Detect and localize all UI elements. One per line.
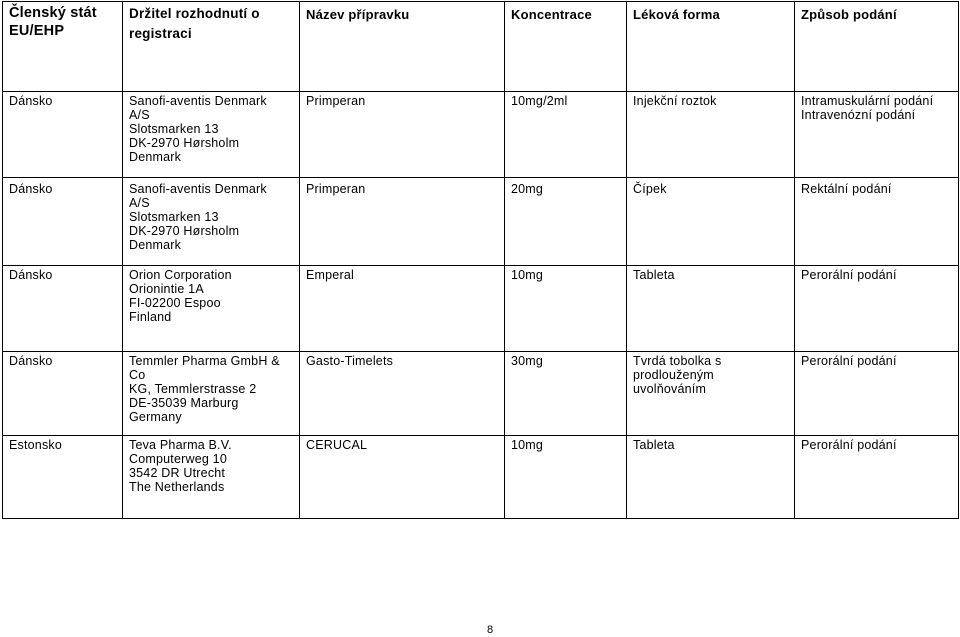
table-row [3, 266, 959, 352]
header-strength: Koncentrace [505, 2, 627, 92]
cell-dosage-form: Tableta [627, 266, 795, 352]
cell-product-name: Gasto-Timelets [300, 352, 505, 436]
table-row [3, 352, 959, 436]
cell-member-state: Estonsko [3, 436, 123, 519]
cell-route: Rektální podání [795, 178, 959, 266]
header-route: Způsob podání [795, 2, 959, 92]
cell-holder: Sanofi-aventis Denmark A/S Slotsmarken 13 DK-2970 Hørsholm Denmark [123, 92, 300, 178]
table-header-row [3, 2, 959, 92]
header-product-name: Název přípravku [300, 2, 505, 92]
cell-product-name: Emperal [300, 266, 505, 352]
page-number: 8 [486, 624, 494, 636]
cell-strength: 10mg [505, 436, 627, 519]
cell-dosage-form: Injekční roztok [627, 92, 795, 178]
cell-product-name: CERUCAL [300, 436, 505, 519]
cell-holder: Orion Corporation Orionintie 1A FI-02200 Espoo Finland [123, 266, 300, 352]
cell-route: Perorální podání [795, 436, 959, 519]
cell-member-state: Dánsko [3, 266, 123, 352]
cell-holder: Temmler Pharma GmbH & Co KG, Temmlerstrasse 2 DE-35039 Marburg Germany [123, 352, 300, 436]
cell-dosage-form: Tableta [627, 436, 795, 519]
cell-member-state: Dánsko [3, 352, 123, 436]
table-row [3, 178, 959, 266]
cell-member-state: Dánsko [3, 92, 123, 178]
medicine-table [2, 1, 959, 519]
table-row [3, 92, 959, 178]
cell-member-state: Dánsko [3, 178, 123, 266]
cell-holder: Teva Pharma B.V. Computerweg 10 3542 DR Utrecht The Netherlands [123, 436, 300, 519]
cell-route: Perorální podání [795, 266, 959, 352]
cell-product-name: Primperan [300, 178, 505, 266]
header-holder: Držitel rozhodnutí o registraci [123, 2, 300, 92]
cell-dosage-form: Čípek [627, 178, 795, 266]
header-dosage-form: Léková forma [627, 2, 795, 92]
cell-route: Intramuskulární podání Intravenózní podání [795, 92, 959, 178]
table-row [3, 436, 959, 519]
cell-strength: 10mg [505, 266, 627, 352]
cell-strength: 10mg/2ml [505, 92, 627, 178]
cell-product-name: Primperan [300, 92, 505, 178]
header-member-state: Členský stát EU/EHP [3, 2, 123, 92]
cell-dosage-form: Tvrdá tobolka s prodlouženým uvolňováním [627, 352, 795, 436]
cell-holder: Sanofi-aventis Denmark A/S Slotsmarken 13 DK-2970 Hørsholm Denmark [123, 178, 300, 266]
cell-strength: 20mg [505, 178, 627, 266]
cell-route: Perorální podání [795, 352, 959, 436]
cell-strength: 30mg [505, 352, 627, 436]
